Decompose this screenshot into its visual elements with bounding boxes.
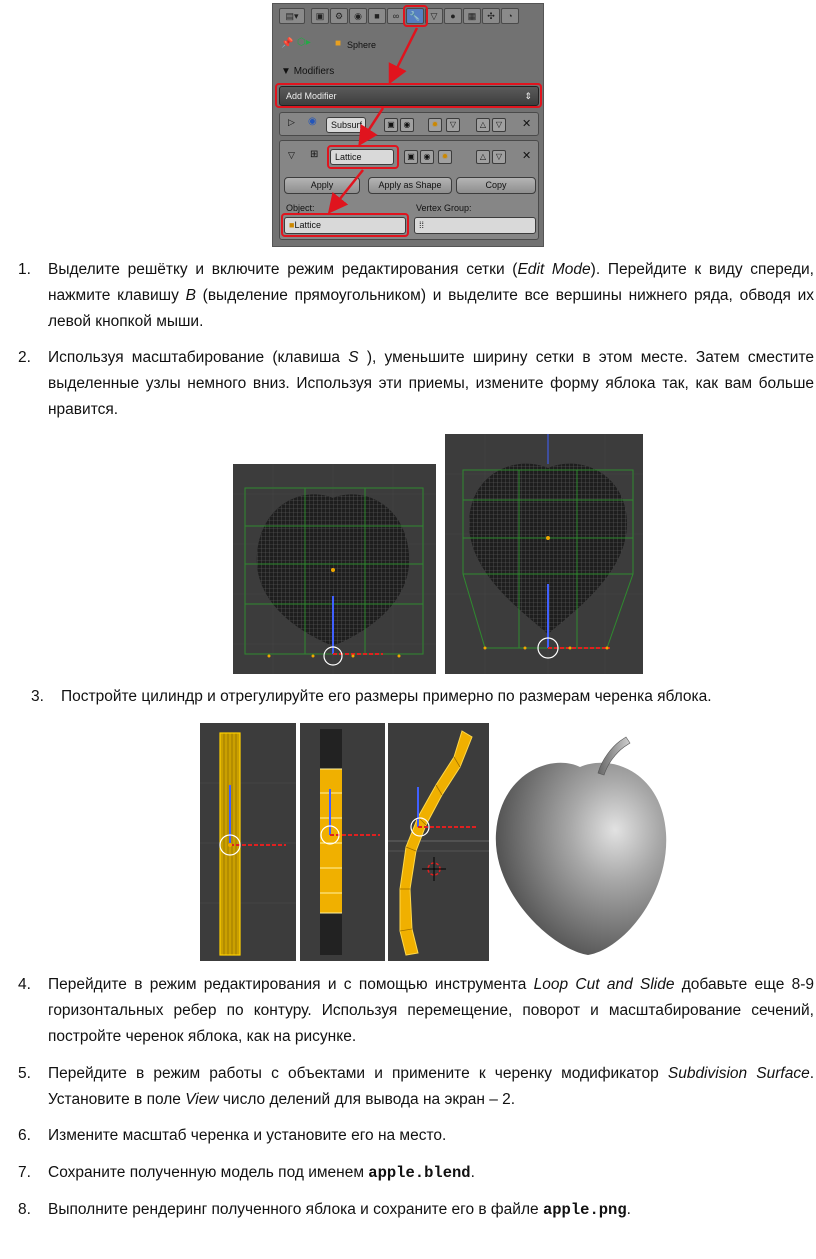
step-8	[18, 1197, 816, 1223]
updown-icon: ⇕	[524, 91, 532, 101]
step-text	[48, 1061, 814, 1113]
object-cube-icon: ■	[335, 38, 342, 49]
constraints-tab-icon[interactable]: ∞	[387, 8, 405, 24]
text-span: .	[470, 1164, 475, 1181]
text-span: число делений для вывода на экран – 2.	[218, 1091, 516, 1108]
text-span: ), уменьшите ширину сетки в этом месте. Затем сместите выделенные узлы немного вниз. Используя эти приемы, измените форму яблока так, как вам больше нравится.	[48, 349, 814, 418]
emphasis: Subdivision Surface	[667, 1065, 810, 1082]
step-3	[31, 684, 816, 710]
subsurf-name-field[interactable]: Subsurf	[326, 117, 366, 133]
emphasis: Edit Mode	[517, 261, 591, 278]
lattice-editmode-toggle-icon[interactable]: ✹	[438, 150, 452, 164]
emphasis: Loop Cut and Slide	[533, 976, 675, 993]
step-7	[18, 1160, 816, 1186]
mesh-icon: ⬡▸	[297, 37, 311, 48]
object-field-value: Lattice	[294, 220, 321, 230]
instruction-arrows	[273, 4, 545, 248]
lattice-viewport-toggle-icon[interactable]: ◉	[420, 150, 434, 164]
step-number: 7.	[18, 1164, 31, 1181]
step-number: 1.	[18, 261, 31, 278]
step-text	[48, 972, 814, 1050]
object-label: Object:	[286, 203, 315, 213]
modifiers-tab-icon[interactable]: 🔧	[406, 8, 424, 24]
render-tab-icon[interactable]: ▣	[311, 8, 329, 24]
material-tab-icon[interactable]: ●	[444, 8, 462, 24]
add-modifier-label: Add Modifier	[286, 91, 337, 101]
move-up-icon[interactable]: △	[476, 118, 490, 132]
apple-lattice-viewport-2	[445, 434, 643, 674]
text-span: добавьте еще 8-9 горизонтальных ребер по контуру. Используя перемещение, поворот и масштабирование сечений, постройте черенок яблока, как на рисунке.	[48, 976, 815, 1045]
step-4	[18, 972, 816, 1052]
step-2	[18, 345, 816, 425]
lattice-apple-illustration-2	[445, 434, 643, 674]
particles-tab-icon[interactable]: ✣	[482, 8, 500, 24]
text-span: (выделение прямоугольником) и выделите все вершины нижнего ряда, обводя их левой кнопкой мыши.	[48, 287, 814, 330]
collapse-triangle-icon[interactable]: ▽	[288, 150, 295, 160]
physics-tab-icon[interactable]: ◔	[501, 8, 519, 24]
lattice-move-up-icon[interactable]: △	[476, 150, 490, 164]
text-span: .	[626, 1201, 631, 1218]
stem-edges-viewport	[300, 723, 385, 961]
move-down-icon[interactable]: ▽	[492, 118, 506, 132]
rendered-apple	[492, 723, 672, 961]
filename: apple.png	[542, 1201, 627, 1219]
step-number: 5.	[18, 1065, 31, 1082]
text-span: Выполните рендеринг полученного яблока и сохраните его в файле	[48, 1201, 543, 1218]
editor-type-button[interactable]: ▤▾	[279, 8, 305, 24]
world-tab-icon[interactable]: ◉	[349, 8, 367, 24]
step-6	[18, 1123, 816, 1149]
modifier-panel-screenshot	[272, 3, 544, 247]
step-number: 2.	[18, 349, 31, 366]
breadcrumb-object: Sphere	[347, 40, 377, 50]
step-number: 4.	[18, 976, 31, 993]
cage-toggle-icon[interactable]: ▽	[446, 118, 460, 132]
render-toggle-icon[interactable]: ▣	[384, 118, 398, 132]
stem-shaped-illustration	[388, 723, 489, 961]
rendered-apple-illustration	[492, 723, 672, 961]
apply-button[interactable]: Apply	[284, 177, 360, 194]
text-span: Используя масштабирование (клавиша	[48, 349, 349, 366]
emphasis: S	[348, 349, 359, 366]
text-span: . Установите в поле	[48, 1065, 814, 1108]
step-text	[48, 1160, 814, 1186]
step-number: 3.	[31, 688, 44, 705]
lattice-grid-icon: ⊞	[310, 149, 319, 160]
lattice-object-icon: ■	[289, 220, 295, 230]
vertex-group-label: Vertex Group:	[416, 203, 472, 213]
text-span: Перейдите в режим работы с объектами и примените к черенку модификатор	[48, 1065, 668, 1082]
pin-icon[interactable]: 📌	[281, 38, 294, 49]
stem-shaped-viewport	[388, 723, 489, 961]
emphasis: B	[185, 287, 196, 304]
step-text	[48, 345, 814, 423]
text-span: Выделите решётку и включите режим редактирования сетки (	[48, 261, 518, 278]
step-text	[48, 1197, 814, 1223]
text-span: Перейдите в режим редактирования и с помощью инструмента	[48, 976, 534, 993]
apply-as-shape-button[interactable]: Apply as Shape	[368, 177, 452, 194]
step-number: 6.	[18, 1127, 31, 1144]
texture-tab-icon[interactable]: ▦	[463, 8, 481, 24]
vertex-group-icon: ⁞⁞	[419, 220, 425, 230]
copy-button[interactable]: Copy	[456, 177, 536, 194]
filename: apple.blend	[368, 1164, 471, 1182]
text-span: ). Перейдите к виду спереди, нажмите клавишу	[48, 261, 814, 304]
expand-triangle-icon[interactable]: ▷	[288, 117, 295, 127]
step-text	[48, 257, 814, 335]
remove-icon[interactable]: ✕	[522, 118, 532, 130]
modifiers-header-label: Modifiers	[293, 66, 335, 77]
viewport-toggle-icon[interactable]: ◉	[400, 118, 414, 132]
lattice-render-toggle-icon[interactable]: ▣	[404, 150, 418, 164]
lattice-remove-icon[interactable]: ✕	[522, 150, 532, 162]
apple-lattice-viewport-1	[233, 464, 436, 674]
3d-cursor-icon	[422, 857, 446, 881]
stem-edges-illustration	[300, 723, 385, 961]
subsurf-icon: ◉	[308, 116, 317, 127]
emphasis: View	[185, 1091, 219, 1108]
modifiers-header[interactable]: ▼ Modifiers	[281, 66, 335, 77]
lattice-apple-illustration-1	[233, 464, 436, 674]
editmode-toggle-icon[interactable]: ✹	[428, 118, 442, 132]
data-tab-icon[interactable]: ▽	[425, 8, 443, 24]
cylinder-viewport	[200, 723, 296, 961]
step-1	[18, 257, 816, 337]
step-5	[18, 1061, 816, 1115]
scene-tab-icon[interactable]: ⚙	[330, 8, 348, 24]
step-number: 8.	[18, 1201, 31, 1218]
object-tab-icon[interactable]: ■	[368, 8, 386, 24]
step-text: Постройте цилиндр и отрегулируйте его размеры примерно по размерам черенка яблока.	[61, 688, 712, 705]
lattice-name-field[interactable]: Lattice	[330, 149, 394, 165]
text-span: Сохраните полученную модель под именем	[48, 1164, 369, 1181]
lattice-move-down-icon[interactable]: ▽	[492, 150, 506, 164]
step-text: Измените масштаб черенка и установите его на место.	[48, 1127, 447, 1144]
cylinder-illustration	[200, 723, 296, 961]
